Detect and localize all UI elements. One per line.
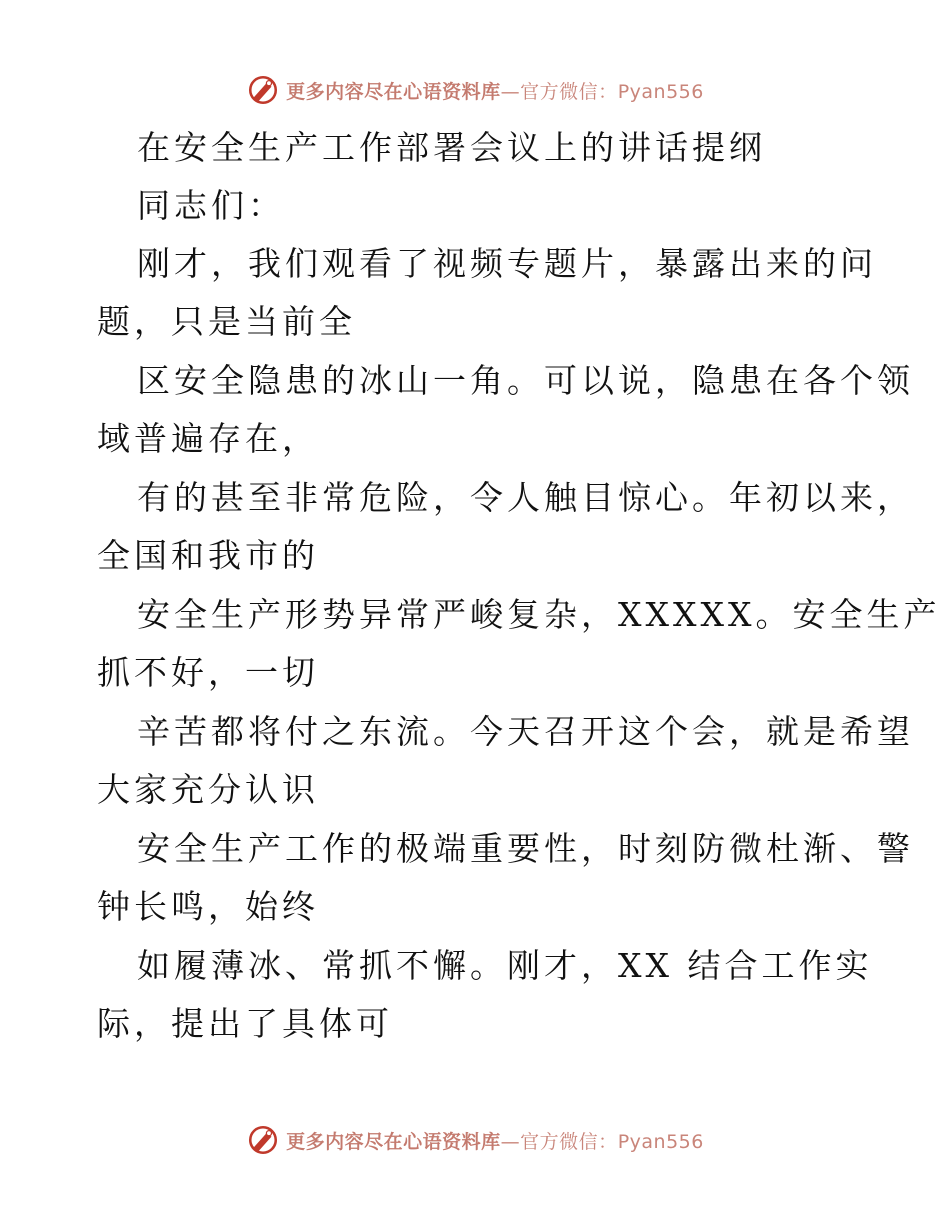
salutation: 同志们： xyxy=(137,186,285,225)
watermark-text: 更多内容尽在心语资料库—官方微信：Pyan556 xyxy=(286,1130,704,1153)
document-title: 在安全生产工作部署会议上的讲话提纲 xyxy=(137,128,766,167)
paragraph-line: 抓不好，一切 xyxy=(97,653,319,692)
footer-watermark xyxy=(0,1120,950,1160)
paragraph-line: 安全生产工作的极端重要性，时刻防微杜渐、警 xyxy=(137,829,914,868)
paragraph-line: 刚才，我们观看了视频专题片，暴露出来的问 xyxy=(137,244,877,283)
paragraph-line: 大家充分认识 xyxy=(97,770,319,809)
paragraph-line: 如履薄冰、常抓不懈。刚才，XX 结合工作实 xyxy=(137,946,873,985)
paragraph-line: 题，只是当前全 xyxy=(97,302,356,341)
paragraph-line: 有的甚至非常危险，令人触目惊心。年初以来， xyxy=(137,478,914,517)
paragraph-line: 区安全隐患的冰山一角。可以说，隐患在各个领 xyxy=(137,361,914,400)
paragraph-line: 际，提出了具体可 xyxy=(97,1004,393,1043)
paragraph-line: 域普遍存在， xyxy=(97,419,319,458)
watermark-text: 更多内容尽在心语资料库—官方微信：Pyan556 xyxy=(286,80,704,103)
paragraph-line: 辛苦都将付之东流。今天召开这个会，就是希望 xyxy=(137,712,914,751)
paragraph-line: 全国和我市的 xyxy=(97,536,319,575)
pen-nib-logo-icon xyxy=(246,73,280,107)
paragraph-line: 安全生产形势异常严峻复杂，XXXXX。安全生产 xyxy=(137,595,941,634)
paragraph-line: 钟长鸣，始终 xyxy=(97,887,319,926)
header-watermark xyxy=(0,70,950,110)
pen-nib-logo-icon xyxy=(246,1123,280,1157)
